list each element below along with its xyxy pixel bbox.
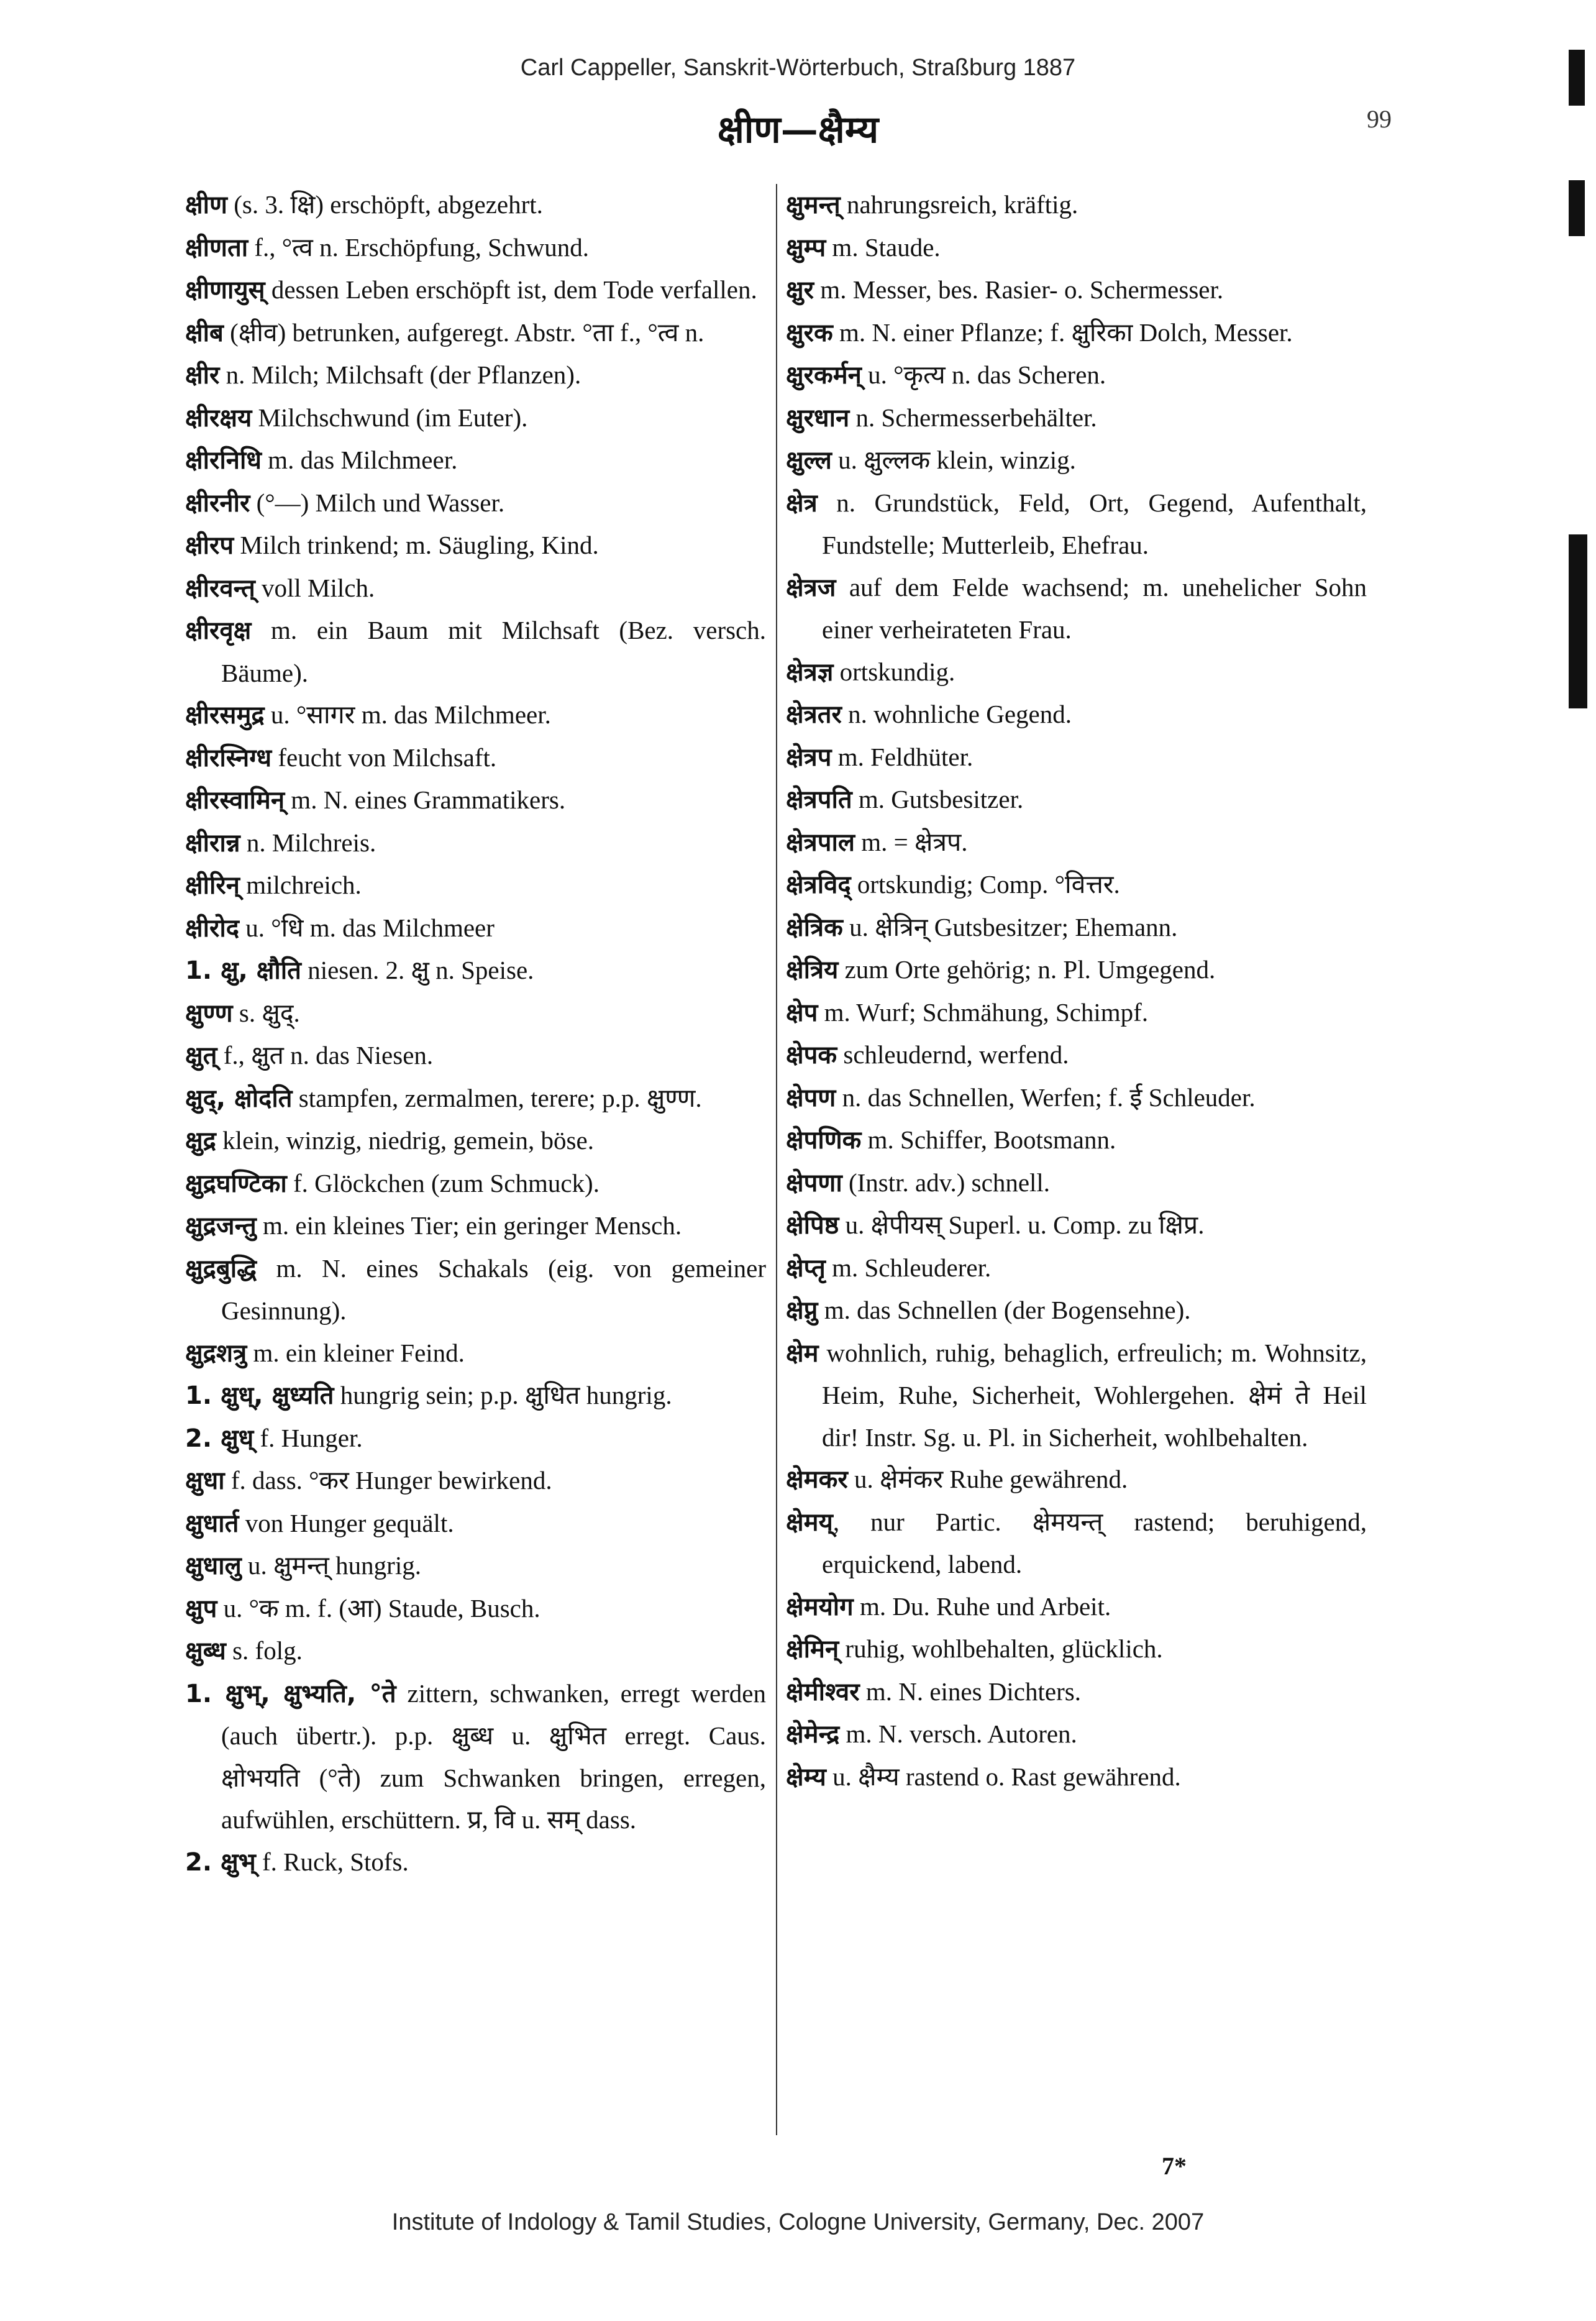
entry-definition: u. क्षेत्रिन् Gutsbesitzer; Ehemann. bbox=[842, 912, 1178, 941]
dictionary-entry bbox=[786, 567, 1367, 651]
dictionary-entry bbox=[786, 992, 1367, 1035]
entry-definition: , nur Partic. क्षेमयन्त् rastend; beruhigend, erquickend, labend. bbox=[822, 1507, 1367, 1578]
entry-headword: क्षेत्रपाल bbox=[786, 828, 855, 857]
dictionary-entry bbox=[185, 1375, 766, 1417]
entry-definition: m. = क्षेत्रप. bbox=[854, 827, 968, 856]
entry-headword: क्षीरस्निग्ध bbox=[185, 743, 272, 772]
running-title: क्षीण—क्षैम्य bbox=[717, 108, 879, 152]
dictionary-entry bbox=[786, 1289, 1367, 1332]
entry-headword: क्षेपणा bbox=[786, 1168, 842, 1197]
entry-headword: क्षुद्रजन्तु bbox=[185, 1212, 257, 1240]
entry-definition: auf dem Felde wachsend; m. unehelicher Sohn einer verheirateten Frau. bbox=[822, 572, 1367, 644]
dictionary-entry bbox=[786, 1586, 1367, 1629]
entry-headword: क्षुधालु bbox=[185, 1552, 242, 1580]
entry-definition: von Hunger gequält. bbox=[239, 1508, 454, 1537]
entry-definition: Milchschwund (im Euter). bbox=[252, 403, 528, 432]
dictionary-entry bbox=[185, 1460, 766, 1503]
entry-definition: m. ein kleiner Feind. bbox=[247, 1338, 465, 1367]
entry-headword: क्षुद्रबुद्धि bbox=[185, 1254, 257, 1283]
entry-definition: schleudernd, werfend. bbox=[837, 1040, 1069, 1069]
entry-headword: 1. क्षुभ्, क्षुभ्यति, °ते bbox=[185, 1679, 396, 1708]
entry-definition: m. Schleuderer. bbox=[825, 1253, 992, 1282]
entry-definition: m. Staude. bbox=[826, 232, 941, 262]
entry-headword: क्षेत्र bbox=[786, 488, 818, 518]
entry-headword: क्षुण्ण bbox=[185, 999, 233, 1028]
entry-headword: क्षीणता bbox=[185, 233, 249, 262]
entry-headword: क्षेपिष्ठ bbox=[786, 1211, 839, 1240]
dictionary-entry bbox=[786, 439, 1367, 482]
dictionary-entry bbox=[185, 694, 766, 737]
entry-headword: क्षीरक्षय bbox=[185, 403, 252, 433]
entry-definition: (°—) Milch und Wasser. bbox=[250, 488, 505, 517]
dictionary-entry bbox=[185, 907, 766, 950]
entry-definition: Milch trinkend; m. Säugling, Kind. bbox=[234, 531, 599, 559]
dictionary-entry bbox=[786, 227, 1367, 270]
entry-headword: क्षेत्रविद् bbox=[786, 871, 851, 899]
right-column bbox=[786, 184, 1367, 1798]
dictionary-entry bbox=[185, 1078, 766, 1120]
entry-definition: n. wohnliche Gegend. bbox=[841, 700, 1072, 728]
entry-definition: f. Hunger. bbox=[253, 1423, 363, 1452]
entry-definition: u. क्षैम्य rastend o. Rast gewährend. bbox=[826, 1762, 1181, 1791]
dictionary-entry bbox=[786, 651, 1367, 694]
entry-headword: क्षुमन्त् bbox=[786, 191, 841, 219]
entry-definition: m. N. versch. Autoren. bbox=[839, 1719, 1077, 1748]
dictionary-entry bbox=[185, 1035, 766, 1078]
dictionary-entry bbox=[786, 269, 1367, 312]
dictionary-entry bbox=[786, 354, 1367, 397]
entry-headword: 1. क्षुध्, क्षुध्यति bbox=[185, 1381, 334, 1410]
dictionary-entry bbox=[786, 1713, 1367, 1756]
entry-definition: f. dass. °कर Hunger bewirkend. bbox=[224, 1466, 552, 1495]
entry-headword: क्षेत्रिक bbox=[786, 913, 843, 942]
entry-headword: क्षेत्रज bbox=[786, 573, 836, 602]
dictionary-entry bbox=[185, 439, 766, 482]
dictionary-entry bbox=[185, 1332, 766, 1375]
dictionary-entry bbox=[786, 312, 1367, 355]
dictionary-entry bbox=[786, 1077, 1367, 1120]
dictionary-entry bbox=[185, 1588, 766, 1631]
dictionary-entry bbox=[185, 1205, 766, 1248]
entry-definition: u. °क m. f. (आ) Staude, Busch. bbox=[217, 1593, 540, 1623]
dictionary-entry bbox=[185, 227, 766, 270]
entry-definition: stampfen, zermalmen, terere; p.p. क्षुण्ण. bbox=[292, 1083, 702, 1112]
entry-definition: u. क्षुमन्त् hungrig. bbox=[241, 1551, 421, 1580]
dictionary-entry bbox=[786, 822, 1367, 864]
dictionary-entry bbox=[185, 1248, 766, 1332]
entry-headword: क्षुप bbox=[185, 1594, 217, 1623]
dictionary-entry bbox=[185, 354, 766, 397]
dictionary-entry bbox=[786, 1628, 1367, 1671]
dictionary-entry bbox=[185, 1163, 766, 1206]
entry-headword: क्षेप्नु bbox=[786, 1296, 818, 1325]
entry-headword: क्षुत् bbox=[185, 1041, 217, 1070]
entry-headword: क्षीरान्न bbox=[185, 828, 240, 858]
dictionary-entry bbox=[185, 737, 766, 780]
entry-definition: (क्षीव) betrunken, aufgeregt. Abstr. °ता f., °त्व n. bbox=[223, 318, 705, 347]
entry-definition: m. N. eines Schakals (eig. von gemeiner Gesinnung). bbox=[221, 1253, 766, 1325]
header-source: Carl Cappeller, Sanskrit-Wörterbuch, Straßburg 1887 bbox=[520, 55, 1076, 81]
dictionary-entry bbox=[786, 1756, 1367, 1799]
entry-definition: n. Grundstück, Feld, Ort, Gegend, Aufenthalt, Fundstelle; Mutterleib, Ehefrau. bbox=[817, 488, 1367, 559]
entry-headword: क्षुद्रघण्टिका bbox=[185, 1169, 287, 1198]
entry-headword: क्षेमिन् bbox=[786, 1635, 839, 1664]
footer-source: Institute of Indology & Tamil Studies, Cologne University, Germany, Dec. 2007 bbox=[391, 2209, 1205, 2235]
entry-definition: u. °कृत्य n. das Scheren. bbox=[861, 360, 1106, 389]
entry-definition: ortskundig. bbox=[833, 657, 955, 686]
entry-definition: (s. 3. क्षि) erschöpft, abgezehrt. bbox=[227, 190, 543, 219]
entry-headword: क्षुधा bbox=[185, 1467, 225, 1495]
entry-definition: f., क्षुत n. das Niesen. bbox=[217, 1041, 434, 1069]
dictionary-entry bbox=[185, 567, 766, 610]
dictionary-entry bbox=[185, 1120, 766, 1163]
dictionary-entry bbox=[786, 397, 1367, 440]
entry-headword: क्षुद्, क्षोदति bbox=[185, 1084, 293, 1113]
dictionary-entry bbox=[185, 312, 766, 355]
entry-definition: u. क्षेमंकर Ruhe gewährend. bbox=[847, 1465, 1128, 1493]
entry-definition: m. N. eines Dichters. bbox=[859, 1677, 1081, 1706]
entry-headword: क्षुरधान bbox=[786, 403, 850, 433]
entry-definition: niesen. 2. क्षु n. Speise. bbox=[301, 956, 534, 984]
entry-headword: क्षेमेन्द्र bbox=[786, 1720, 840, 1749]
entry-headword: क्षीरप bbox=[185, 531, 234, 560]
dictionary-entry bbox=[786, 736, 1367, 779]
entry-definition: m. Wurf; Schmähung, Schimpf. bbox=[818, 997, 1149, 1027]
entry-headword: क्षीर bbox=[185, 361, 220, 390]
entry-definition: milchreich. bbox=[239, 871, 362, 899]
entry-headword: क्षीरिन् bbox=[185, 871, 240, 900]
dictionary-entry bbox=[786, 184, 1367, 227]
dictionary-entry bbox=[185, 1673, 766, 1841]
entry-headword: क्षेत्रतर bbox=[786, 700, 842, 729]
entry-headword: क्षेमीश्वर bbox=[786, 1677, 860, 1706]
entry-headword: क्षेपणिक bbox=[786, 1126, 862, 1155]
entry-headword: क्षुब्ध bbox=[185, 1637, 226, 1665]
entry-headword: क्षीरवन्त् bbox=[185, 574, 255, 603]
dictionary-entry bbox=[786, 694, 1367, 736]
entry-definition: n. Milch; Milchsaft (der Pflanzen). bbox=[219, 360, 581, 389]
entry-definition: wohnlich, ruhig, behaglich, erfreulich; m. Wohnsitz, Heim, Ruhe, Sicherheit, Wohlergehen. क्षेमं ते Heil dir! Instr. Sg. u. Pl. in Sicherheit, wohlbehalten. bbox=[818, 1338, 1367, 1452]
entry-definition: f. Glöckchen (zum Schmuck). bbox=[286, 1168, 600, 1197]
entry-definition: ortskundig; Comp. °वित्तर. bbox=[850, 870, 1120, 899]
entry-definition: u. क्षुल्लक klein, winzig. bbox=[831, 446, 1076, 474]
entry-definition: s. folg. bbox=[226, 1636, 303, 1665]
entry-definition: m. ein Baum mit Milchsaft (Bez. versch. Bäume). bbox=[221, 616, 766, 687]
entry-headword: क्षीरस्वामिन् bbox=[185, 786, 285, 815]
dictionary-entry bbox=[185, 1417, 766, 1460]
scan-edge-mark bbox=[1569, 534, 1587, 708]
entry-headword: क्षेपक bbox=[786, 1041, 837, 1069]
signature-mark: 7* bbox=[1162, 2152, 1187, 2180]
entry-headword: क्षीब bbox=[185, 318, 224, 347]
scan-edge-mark bbox=[1569, 180, 1585, 236]
entry-headword: क्षीरनिधि bbox=[185, 446, 262, 475]
dictionary-entry bbox=[786, 1204, 1367, 1247]
dictionary-entry bbox=[185, 864, 766, 907]
entry-headword: क्षुरकर्मन् bbox=[786, 361, 862, 390]
entry-definition: feucht von Milchsaft. bbox=[271, 743, 497, 772]
entry-headword: क्षेत्रज्ञ bbox=[786, 657, 834, 687]
dictionary-entry bbox=[786, 1332, 1367, 1459]
entry-headword: क्षुद्रशत्रु bbox=[185, 1339, 247, 1368]
entry-definition: ruhig, wohlbehalten, glücklich. bbox=[839, 1634, 1163, 1663]
entry-definition: klein, winzig, niedrig, gemein, böse. bbox=[216, 1126, 594, 1155]
dictionary-entry bbox=[786, 1501, 1367, 1586]
entry-headword: क्षीरनीर bbox=[185, 488, 250, 518]
dictionary-entry bbox=[185, 1545, 766, 1588]
dictionary-entry bbox=[185, 610, 766, 694]
entry-headword: क्षेत्रिय bbox=[786, 956, 839, 984]
entry-headword: क्षेमय् bbox=[786, 1508, 833, 1537]
entry-definition: hungrig sein; p.p. क्षुधित hungrig. bbox=[334, 1381, 672, 1409]
dictionary-entry bbox=[185, 482, 766, 525]
page-number: 99 bbox=[1367, 105, 1392, 133]
dictionary-entry bbox=[786, 779, 1367, 822]
dictionary-entry bbox=[185, 1630, 766, 1673]
entry-definition: n. Milchreis. bbox=[240, 828, 376, 857]
dictionary-entry bbox=[786, 1458, 1367, 1501]
entry-definition: dessen Leben erschöpft ist, dem Tode verfallen. bbox=[265, 275, 757, 304]
entry-headword: क्षीरसमुद्र bbox=[185, 701, 265, 730]
entry-definition: s. क्षुद्. bbox=[232, 998, 300, 1027]
entry-definition: u. °सागर m. das Milchmeer. bbox=[264, 700, 551, 729]
entry-definition: m. Gutsbesitzer. bbox=[852, 785, 1024, 813]
dictionary-entry bbox=[786, 1247, 1367, 1290]
entry-definition: zum Orte gehörig; n. Pl. Umgegend. bbox=[838, 955, 1216, 984]
entry-headword: क्षेपण bbox=[786, 1083, 836, 1112]
entry-headword: क्षुधार्त bbox=[185, 1509, 239, 1538]
entry-headword: क्षुरक bbox=[786, 318, 833, 347]
entry-headword: क्षेम bbox=[786, 1339, 819, 1368]
entry-headword: क्षीणायुस् bbox=[185, 276, 265, 304]
left-column bbox=[185, 184, 766, 1884]
dictionary-entry bbox=[786, 949, 1367, 992]
entry-headword: 2. क्षुध् bbox=[185, 1424, 254, 1453]
entry-definition: m. ein kleines Tier; ein geringer Mensch. bbox=[256, 1211, 682, 1240]
entry-headword: क्षीरवृक्ष bbox=[185, 616, 252, 645]
entry-definition: voll Milch. bbox=[255, 573, 375, 602]
dictionary-entry bbox=[185, 1503, 766, 1545]
entry-definition: m. das Milchmeer. bbox=[261, 446, 458, 474]
dictionary-entry bbox=[786, 1119, 1367, 1162]
dictionary-entry bbox=[786, 907, 1367, 950]
entry-definition: u. °धि m. das Milchmeer bbox=[239, 913, 495, 942]
dictionary-entry bbox=[185, 822, 766, 865]
entry-headword: क्षेप bbox=[786, 998, 818, 1027]
entry-headword: क्षेमकर bbox=[786, 1465, 848, 1494]
entry-definition: n. Schermesserbehälter. bbox=[849, 403, 1097, 432]
entry-headword: क्षेमयोग bbox=[786, 1592, 854, 1621]
dictionary-entry bbox=[185, 184, 766, 227]
entry-definition: (Instr. adv.) schnell. bbox=[842, 1168, 1051, 1197]
entry-definition: m. Messer, bes. Rasier- o. Schermesser. bbox=[814, 275, 1224, 304]
dictionary-entry bbox=[786, 1671, 1367, 1714]
entry-headword: क्षीण bbox=[185, 191, 227, 219]
dictionary-entry bbox=[786, 1034, 1367, 1077]
entry-definition: m. Feldhüter. bbox=[831, 742, 974, 771]
dictionary-entry bbox=[185, 779, 766, 822]
entry-definition: m. N. eines Grammatikers. bbox=[285, 785, 566, 814]
entry-headword: क्षेत्रपति bbox=[786, 785, 852, 814]
entry-definition: f., °त्व n. Erschöpfung, Schwund. bbox=[248, 232, 589, 262]
entry-definition: n. das Schnellen, Werfen; f. ई Schleuder. bbox=[836, 1083, 1256, 1112]
entry-definition: u. क्षेपीयस् Superl. u. Comp. zu क्षिप्र. bbox=[839, 1211, 1205, 1239]
dictionary-entry bbox=[185, 992, 766, 1035]
entry-definition: zittern, schwanken, erregt werden (auch übertr.). p.p. क्षुब्ध u. क्षुभित erregt. Caus. क्षोभयति (°ते) zum Schwanken bringen, erregen, aufwühlen, erschüttern. प्र, वि u. सम् dass. bbox=[221, 1678, 766, 1834]
entry-headword: क्षुद्र bbox=[185, 1127, 216, 1155]
dictionary-entry bbox=[185, 524, 766, 567]
entry-definition: m. Schiffer, Bootsmann. bbox=[861, 1125, 1116, 1154]
dictionary-entry bbox=[185, 1841, 766, 1884]
entry-headword: क्षेत्रप bbox=[786, 743, 832, 772]
entry-headword: क्षेम्य bbox=[786, 1762, 826, 1792]
entry-headword: क्षुर bbox=[786, 276, 814, 304]
entry-headword: क्षेप्तृ bbox=[786, 1253, 826, 1283]
entry-headword: 1. क्षु, क्षौति bbox=[185, 956, 301, 985]
dictionary-entry bbox=[185, 397, 766, 440]
entry-headword: क्षुम्प bbox=[786, 233, 826, 262]
dictionary-entry bbox=[786, 864, 1367, 907]
entry-headword: क्षीरोद bbox=[185, 913, 239, 943]
dictionary-entry bbox=[185, 950, 766, 992]
entry-headword: 2. क्षुभ् bbox=[185, 1847, 256, 1877]
entry-definition: m. das Schnellen (der Bogensehne). bbox=[818, 1296, 1191, 1324]
entry-definition: m. Du. Ruhe und Arbeit. bbox=[853, 1591, 1111, 1621]
entry-definition: m. N. einer Pflanze; f. क्षुरिका Dolch, Messer. bbox=[832, 318, 1293, 347]
dictionary-entry bbox=[786, 482, 1367, 567]
scan-edge-mark bbox=[1569, 50, 1585, 106]
dictionary-entry bbox=[786, 1162, 1367, 1205]
entry-definition: f. Ruck, Stofs. bbox=[255, 1847, 409, 1876]
entry-headword: क्षुल्ल bbox=[786, 446, 832, 475]
entry-definition: nahrungsreich, kräftig. bbox=[840, 190, 1078, 219]
column-divider bbox=[776, 184, 777, 2135]
dictionary-entry bbox=[185, 269, 766, 312]
